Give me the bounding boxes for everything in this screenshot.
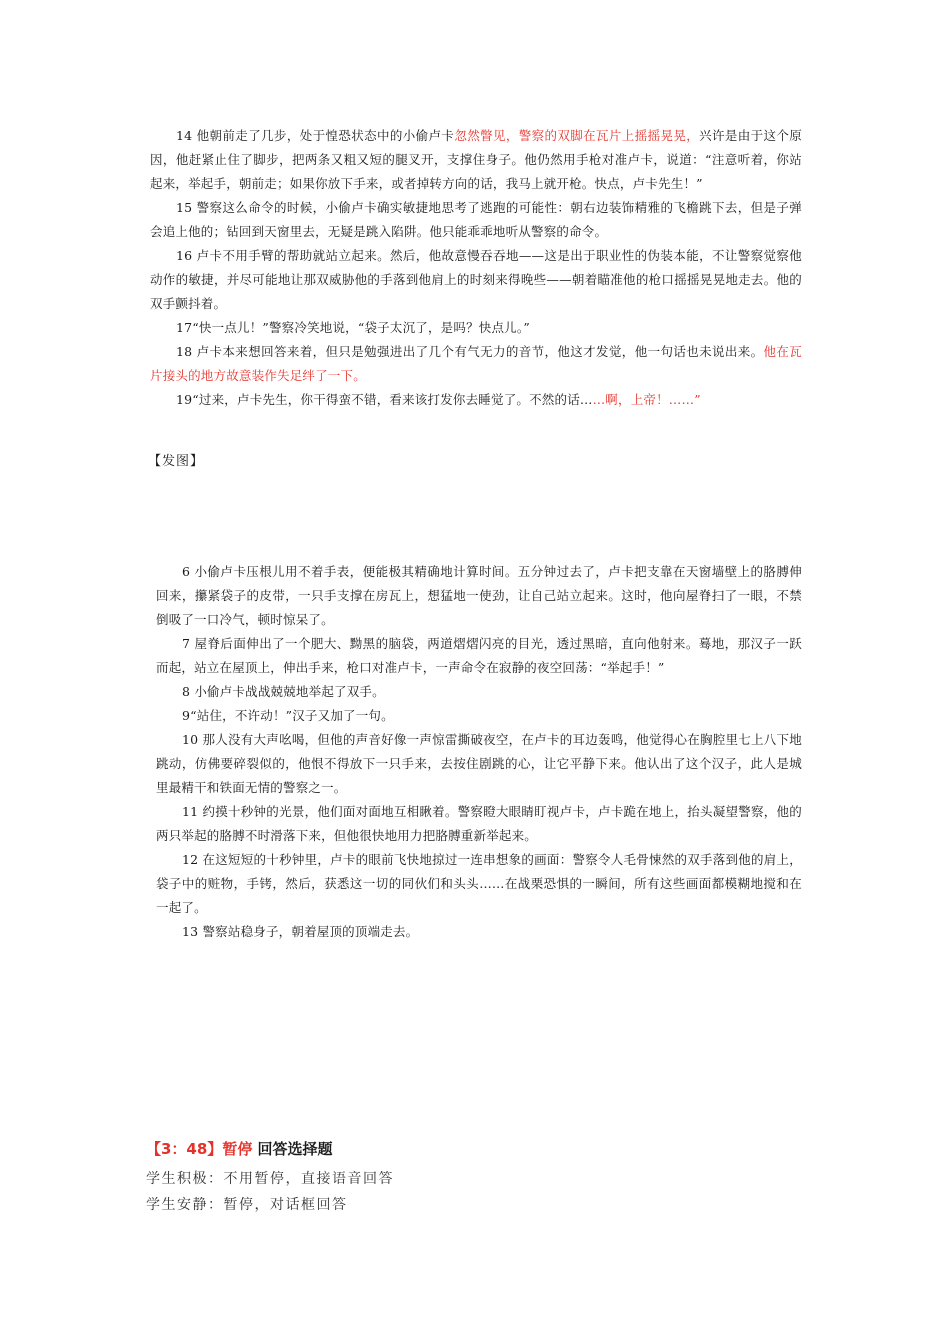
paragraph-10: 10 那人没有大声吆喝，但他的声音好像一声惊雷撕破夜空，在卢卡的耳边轰鸣，他觉得心在胸腔里七上八下地跳动，仿佛要碎裂似的，他恨不得放下一只手来，去按住剧跳的心，让它平静下来。他认出了这个汉子，此人是城里最精干和铁面无情的警察之一。 (156, 732, 802, 795)
highlight-19: …啊，上帝！……” (592, 392, 701, 407)
highlight-14: 忽然瞥见，警察的双脚在瓦片上摇摇晃晃， (454, 128, 700, 143)
story-section-2 (156, 560, 802, 944)
note-quiet-students: 学生安静：暂停，对话框回答 (146, 1197, 348, 1213)
timestamp: 【3：48】 (146, 1140, 223, 1158)
paragraph-13: 13 警察站稳身子，朝着屋顶的顶端走去。 (182, 924, 419, 939)
paragraph-15: 15 警察这么命令的时候，小偷卢卡确实敏捷地思考了逃跑的可能性：朝右边装饰精雅的飞檐跳下去，但是子弹会追上他的；钻回到天窗里去，无疑是跳入陷阱。他只能乖乖地听从警察的命令。 (150, 200, 802, 239)
paragraph-6: 6 小偷卢卡压根儿用不着手表，便能极其精确地计算时间。五分钟过去了，卢卡把支靠在天窗墙壁上的胳膊伸回来，攥紧袋子的皮带，一只手支撑在房瓦上，想猛地一使劲，让自己站立起来。这时，他向屋脊扫了一眼，不禁倒吸了一口冷气，顿时惊呆了。 (156, 564, 802, 627)
highlight-18: 他在瓦片接头的地方故意装作失足绊了一下。 (150, 344, 802, 383)
pause-label: 暂停 (222, 1140, 253, 1158)
image-placeholder-label: 【发图】 (148, 454, 205, 469)
paragraph-8: 8 小偷卢卡战战兢兢地举起了双手。 (182, 684, 385, 699)
paragraph-17: 17“快一点儿！”警察冷笑地说，“袋子太沉了，是吗？快点儿。” (176, 320, 530, 335)
story-section-1 (150, 124, 802, 412)
question-label: 回答选择题 (252, 1140, 333, 1158)
paragraph-7: 7 屋脊后面伸出了一个肥大、黝黑的脑袋，两道熠熠闪亮的目光，透过黑暗，直向他射来。蓦地，那汉子一跃而起，站立在屋顶上，伸出手来，枪口对准卢卡，一声命令在寂静的夜空回荡：“举起手！” (156, 636, 802, 675)
paragraph-18: 18 卢卡本来想回答来着，但只是勉强进出了几个有气无力的音节，他这才发觉，他一句话也未说出来。他在瓦片接头的地方故意装作失足绊了一下。 (150, 344, 802, 383)
pause-heading (146, 1138, 333, 1159)
paragraph-11: 11 约摸十秒钟的光景，他们面对面地互相瞅着。警察瞪大眼睛盯视卢卡，卢卡跪在地上，抬头凝望警察，他的两只举起的胳膊不时滑落下来，但他很快地用力把胳膊重新举起来。 (156, 804, 802, 843)
note-active-students: 学生积极：不用暂停，直接语音回答 (146, 1171, 394, 1187)
paragraph-16: 16 卢卡不用手臂的帮助就站立起来。然后，他故意慢吞吞地——这是出于职业性的伪装本能，不让警察觉察他动作的敏捷，并尽可能地让那双威胁他的手落到他肩上的时刻来得晚些——朝着瞄准他的枪口摇摇晃晃地走去。他的双手颤抖着。 (150, 248, 802, 311)
paragraph-19: 19“过来，卢卡先生，你干得蛮不错，看来该打发你去睡觉了。不然的话……啊，上帝！……” (176, 392, 701, 407)
paragraph-9: 9“站住，不许动！”汉子又加了一句。 (182, 708, 394, 723)
paragraph-14: 14 他朝前走了几步，处于惶恐状态中的小偷卢卡忽然瞥见，警察的双脚在瓦片上摇摇晃晃，兴许是由于这个原因，他赶紧止住了脚步，把两条又粗又短的腿叉开，支撑住身子。他仍然用手枪对准卢卡，说道：“注意听着，你站起来，举起手，朝前走；如果你放下手来，或者掉转方向的话，我马上就开枪。快点，卢卡先生！” (150, 128, 802, 191)
paragraph-12: 12 在这短短的十秒钟里，卢卡的眼前飞快地掠过一连串想象的画面：警察令人毛骨悚然的双手落到他的肩上，袋子中的赃物，手铐，然后，获悉这一切的同伙们和头头……在战栗恐惧的一瞬间，所有这些画面都模糊地搅和在一起了。 (156, 852, 802, 915)
